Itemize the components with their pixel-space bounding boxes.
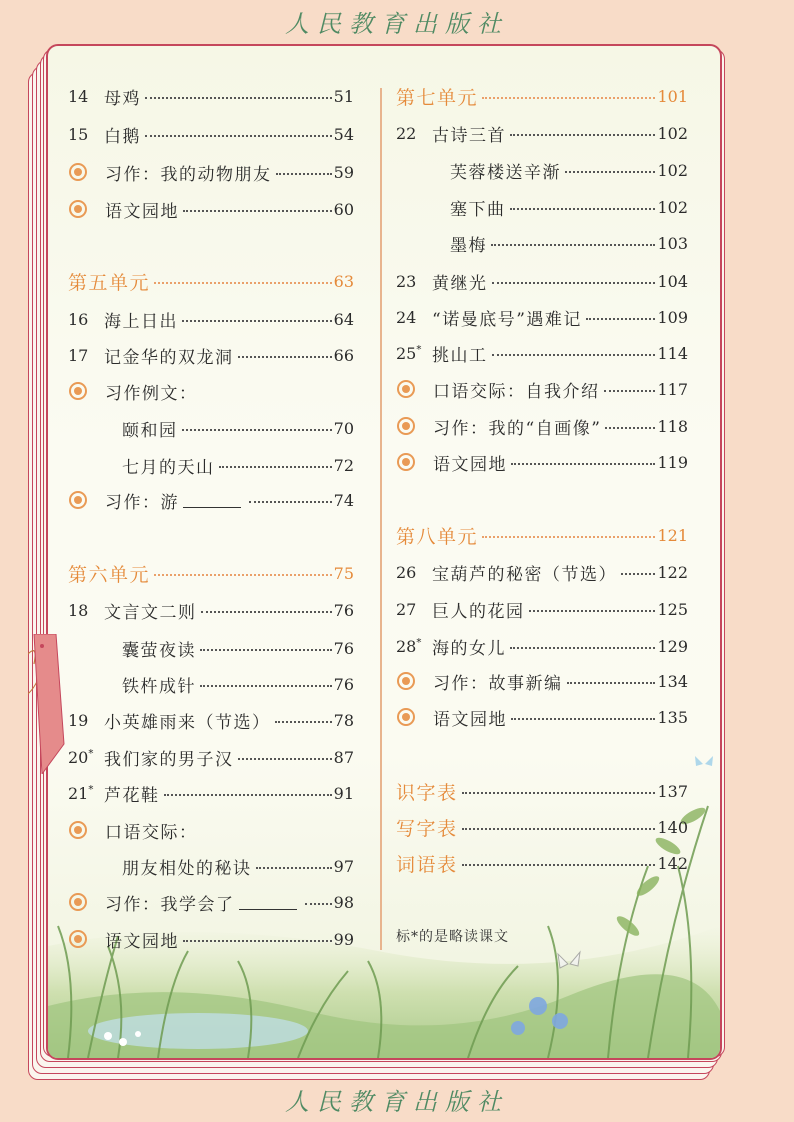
toc-entry[interactable] (68, 482, 354, 518)
circle-bullet-icon (397, 453, 415, 471)
toc-entry[interactable] (396, 663, 688, 699)
dot-leader (154, 574, 332, 576)
dot-leader (605, 427, 655, 429)
page-number: 59 (333, 162, 354, 182)
entry-title: 海的女儿 (432, 638, 506, 659)
toc-entry[interactable] (396, 554, 688, 590)
dot-leader (200, 649, 332, 651)
lesson-number: 20* (68, 747, 94, 767)
entry-title: 习作：游 (105, 492, 179, 513)
entry-title: 口语交际：自我介绍 (433, 381, 600, 402)
dot-leader (492, 282, 656, 284)
entry-title: 芦花鞋 (104, 785, 160, 806)
toc-entry[interactable] (396, 408, 688, 444)
publisher-footer: 人民教育出版社 (285, 1088, 509, 1116)
dot-leader (164, 794, 332, 796)
entry-title: 墨梅 (450, 235, 487, 256)
entry-title: “诺曼底号”遇难记 (432, 309, 582, 330)
page-number: 117 (657, 379, 688, 399)
entry-title: 小英雄雨来（节选） (104, 712, 271, 733)
lesson-number: 21* (68, 783, 94, 803)
page-number: 129 (657, 636, 688, 656)
page-number: 66 (333, 345, 354, 365)
dot-leader (491, 244, 655, 246)
dot-leader (482, 536, 655, 538)
page-number: 102 (657, 197, 688, 217)
circle-bullet-icon (69, 930, 87, 948)
toc-entry[interactable] (396, 699, 688, 735)
dot-leader (565, 171, 655, 173)
entry-title: 海上日出 (104, 311, 178, 332)
dot-leader (510, 134, 655, 136)
dot-leader (238, 758, 332, 760)
page-number: 135 (657, 707, 688, 727)
dot-leader (604, 390, 656, 392)
lesson-number: 15 (68, 124, 89, 144)
toc-entry[interactable] (396, 225, 688, 261)
lesson-number: 25* (396, 343, 422, 363)
entry-title: 朋友相处的秘诀 (122, 858, 252, 879)
dot-leader (462, 864, 656, 866)
skim-reading-star: * (416, 344, 422, 356)
dot-leader (201, 611, 332, 613)
circle-bullet-icon (69, 163, 87, 181)
toc-entry[interactable] (396, 335, 688, 371)
fill-in-blank (183, 493, 241, 508)
dot-leader (182, 320, 332, 322)
page-number: 119 (657, 452, 688, 472)
page-number: 121 (657, 525, 688, 545)
toc-entry[interactable] (68, 702, 354, 738)
dot-leader (621, 573, 655, 575)
toc-entry[interactable] (68, 630, 354, 666)
skim-reading-star: * (416, 637, 422, 649)
circle-bullet-icon (69, 491, 87, 509)
page-number: 102 (657, 160, 688, 180)
lesson-number: 17 (68, 345, 89, 365)
lesson-number: 23 (396, 271, 417, 291)
toc-entry[interactable] (68, 812, 354, 848)
toc-entry[interactable] (396, 189, 688, 225)
page-number: 87 (333, 747, 354, 767)
toc-entry[interactable] (68, 775, 354, 811)
page-number: 134 (657, 671, 688, 691)
page-number: 98 (333, 892, 354, 912)
lesson-number: 24 (396, 307, 417, 327)
appendix-entry[interactable] (396, 773, 688, 809)
column-divider (380, 88, 382, 950)
entry-title: 语文园地 (105, 201, 179, 222)
page-number: 109 (657, 307, 688, 327)
entry-title: 识字表 (396, 781, 458, 804)
page-number: 78 (333, 710, 354, 730)
page-number: 137 (657, 781, 688, 801)
appendix-entry[interactable] (396, 809, 688, 845)
page-number: 64 (333, 309, 354, 329)
page-number: 104 (657, 271, 688, 291)
entry-title: 语文园地 (105, 931, 179, 952)
toc-entry[interactable] (68, 116, 354, 152)
dot-leader (238, 356, 332, 358)
toc-entry[interactable] (68, 921, 354, 957)
entry-title: 第五单元 (68, 271, 151, 294)
toc-entry[interactable] (68, 191, 354, 227)
page-number: 91 (333, 783, 354, 803)
unit-heading[interactable] (68, 263, 354, 299)
dot-leader (276, 173, 332, 175)
dot-leader (529, 610, 656, 612)
circle-bullet-icon (69, 200, 87, 218)
dot-leader (275, 721, 332, 723)
entry-title: 颐和园 (122, 420, 178, 441)
page-number: 54 (333, 124, 354, 144)
entry-title: 第七单元 (396, 86, 479, 109)
entry-title: 古诗三首 (432, 125, 506, 146)
toc-entry[interactable] (396, 591, 688, 627)
page-number: 103 (657, 233, 688, 253)
unit-heading[interactable] (396, 517, 688, 553)
dot-leader (586, 318, 656, 320)
unit-heading[interactable] (68, 555, 354, 591)
entry-title: 白鹅 (104, 126, 141, 147)
dot-leader (510, 647, 655, 649)
toc-entry[interactable] (68, 666, 354, 702)
toc-entry[interactable] (68, 848, 354, 884)
dot-leader (305, 903, 332, 905)
entry-title: 文言文二则 (104, 602, 197, 623)
page-number: 70 (333, 418, 354, 438)
toc-entry[interactable] (68, 373, 354, 409)
entry-title: 第八单元 (396, 525, 479, 548)
page-number: 63 (333, 271, 354, 291)
dot-leader (183, 210, 332, 212)
dot-leader (145, 97, 332, 99)
toc-entry[interactable] (68, 447, 354, 483)
entry-title: 芙蓉楼送辛渐 (450, 162, 561, 183)
dot-leader (492, 354, 656, 356)
dot-leader (462, 828, 656, 830)
dot-leader (183, 940, 332, 942)
dot-leader (482, 97, 655, 99)
entry-title: 塞下曲 (450, 199, 506, 220)
dot-leader (511, 718, 655, 720)
lesson-number: 27 (396, 599, 417, 619)
circle-bullet-icon (69, 382, 87, 400)
page-number: 140 (657, 817, 688, 837)
toc-entry[interactable] (68, 410, 354, 446)
dot-leader (567, 682, 656, 684)
dot-leader (200, 685, 332, 687)
dot-leader (256, 867, 332, 869)
page-number: 72 (333, 455, 354, 475)
entry-title: 巨人的花园 (432, 601, 525, 622)
publisher-header: 人民教育出版社 (285, 10, 509, 38)
entry-title: 宝葫芦的秘密（节选） (432, 564, 617, 585)
toc-entry[interactable] (396, 263, 688, 299)
lesson-number: 22 (396, 123, 417, 143)
entry-title: 第六单元 (68, 563, 151, 586)
page-number: 60 (333, 199, 354, 219)
unit-heading[interactable] (396, 78, 688, 114)
entry-title: 母鸡 (104, 88, 141, 109)
page-number: 51 (333, 86, 354, 106)
toc-entry[interactable] (68, 301, 354, 337)
entry-title: 语文园地 (433, 454, 507, 475)
circle-bullet-icon (397, 672, 415, 690)
skim-reading-star: * (88, 748, 94, 760)
skim-reading-star: * (88, 784, 94, 796)
page-number: 75 (333, 563, 354, 583)
entry-title: 写字表 (396, 817, 458, 840)
circle-bullet-icon (397, 380, 415, 398)
fill-in-blank (239, 895, 297, 910)
page-number: 76 (333, 600, 354, 620)
dot-leader (145, 135, 332, 137)
toc-entry[interactable] (68, 592, 354, 628)
circle-bullet-icon (69, 893, 87, 911)
dot-leader (511, 463, 655, 465)
entry-title: 我们家的男子汉 (104, 749, 234, 770)
entry-title: 囊萤夜读 (122, 640, 196, 661)
dot-leader (249, 501, 332, 503)
page-number: 114 (657, 343, 688, 363)
lesson-number: 14 (68, 86, 89, 106)
circle-bullet-icon (397, 417, 415, 435)
entry-title: 挑山工 (432, 345, 488, 366)
page-number: 76 (333, 638, 354, 658)
toc-entry[interactable] (68, 78, 354, 114)
toc-entry[interactable] (396, 444, 688, 480)
entry-title: 习作：我的“自画像” (433, 418, 602, 439)
lesson-number: 16 (68, 309, 89, 329)
entry-title: 语文园地 (433, 709, 507, 730)
page-number: 122 (657, 562, 688, 582)
toc-entry[interactable] (396, 371, 688, 407)
entry-title: 七月的天山 (122, 457, 215, 478)
entry-title: 记金华的双龙洞 (104, 347, 234, 368)
entry-title: 词语表 (396, 853, 458, 876)
toc-entry[interactable] (396, 628, 688, 664)
page-number: 76 (333, 674, 354, 694)
circle-bullet-icon (397, 708, 415, 726)
entry-title: 习作：我学会了 (105, 894, 235, 915)
toc-entry[interactable] (68, 154, 354, 190)
toc-entry[interactable] (396, 299, 688, 335)
toc-entry[interactable] (68, 884, 354, 920)
page-number: 74 (333, 490, 354, 510)
toc-entry[interactable] (396, 152, 688, 188)
footnote: 标*的是略读课文 (396, 929, 509, 945)
circle-bullet-icon (69, 821, 87, 839)
entry-title: 习作：我的动物朋友 (105, 164, 272, 185)
lesson-number: 26 (396, 562, 417, 582)
entry-title: 习作例文： (105, 383, 198, 404)
dot-leader (510, 208, 656, 210)
page-number: 97 (333, 856, 354, 876)
dot-leader (219, 466, 332, 468)
entry-title: 口语交际： (105, 822, 198, 843)
appendix-entry[interactable] (396, 845, 688, 881)
lesson-number: 28* (396, 636, 422, 656)
entry-title: 习作：故事新编 (433, 673, 563, 694)
toc-entry[interactable] (68, 337, 354, 373)
page-number: 99 (333, 929, 354, 949)
dot-leader (462, 792, 656, 794)
entry-title: 黄继光 (432, 273, 488, 294)
entry-title: 铁杵成针 (122, 676, 196, 697)
toc-entry[interactable] (396, 115, 688, 151)
toc-entry[interactable] (68, 739, 354, 775)
lesson-number: 19 (68, 710, 89, 730)
page-number: 118 (657, 416, 688, 436)
dot-leader (182, 429, 332, 431)
page-number: 102 (657, 123, 688, 143)
dot-leader (154, 282, 332, 284)
page-number: 125 (657, 599, 688, 619)
lesson-number: 18 (68, 600, 89, 620)
page-number: 142 (657, 853, 688, 873)
page-number: 101 (657, 86, 688, 106)
